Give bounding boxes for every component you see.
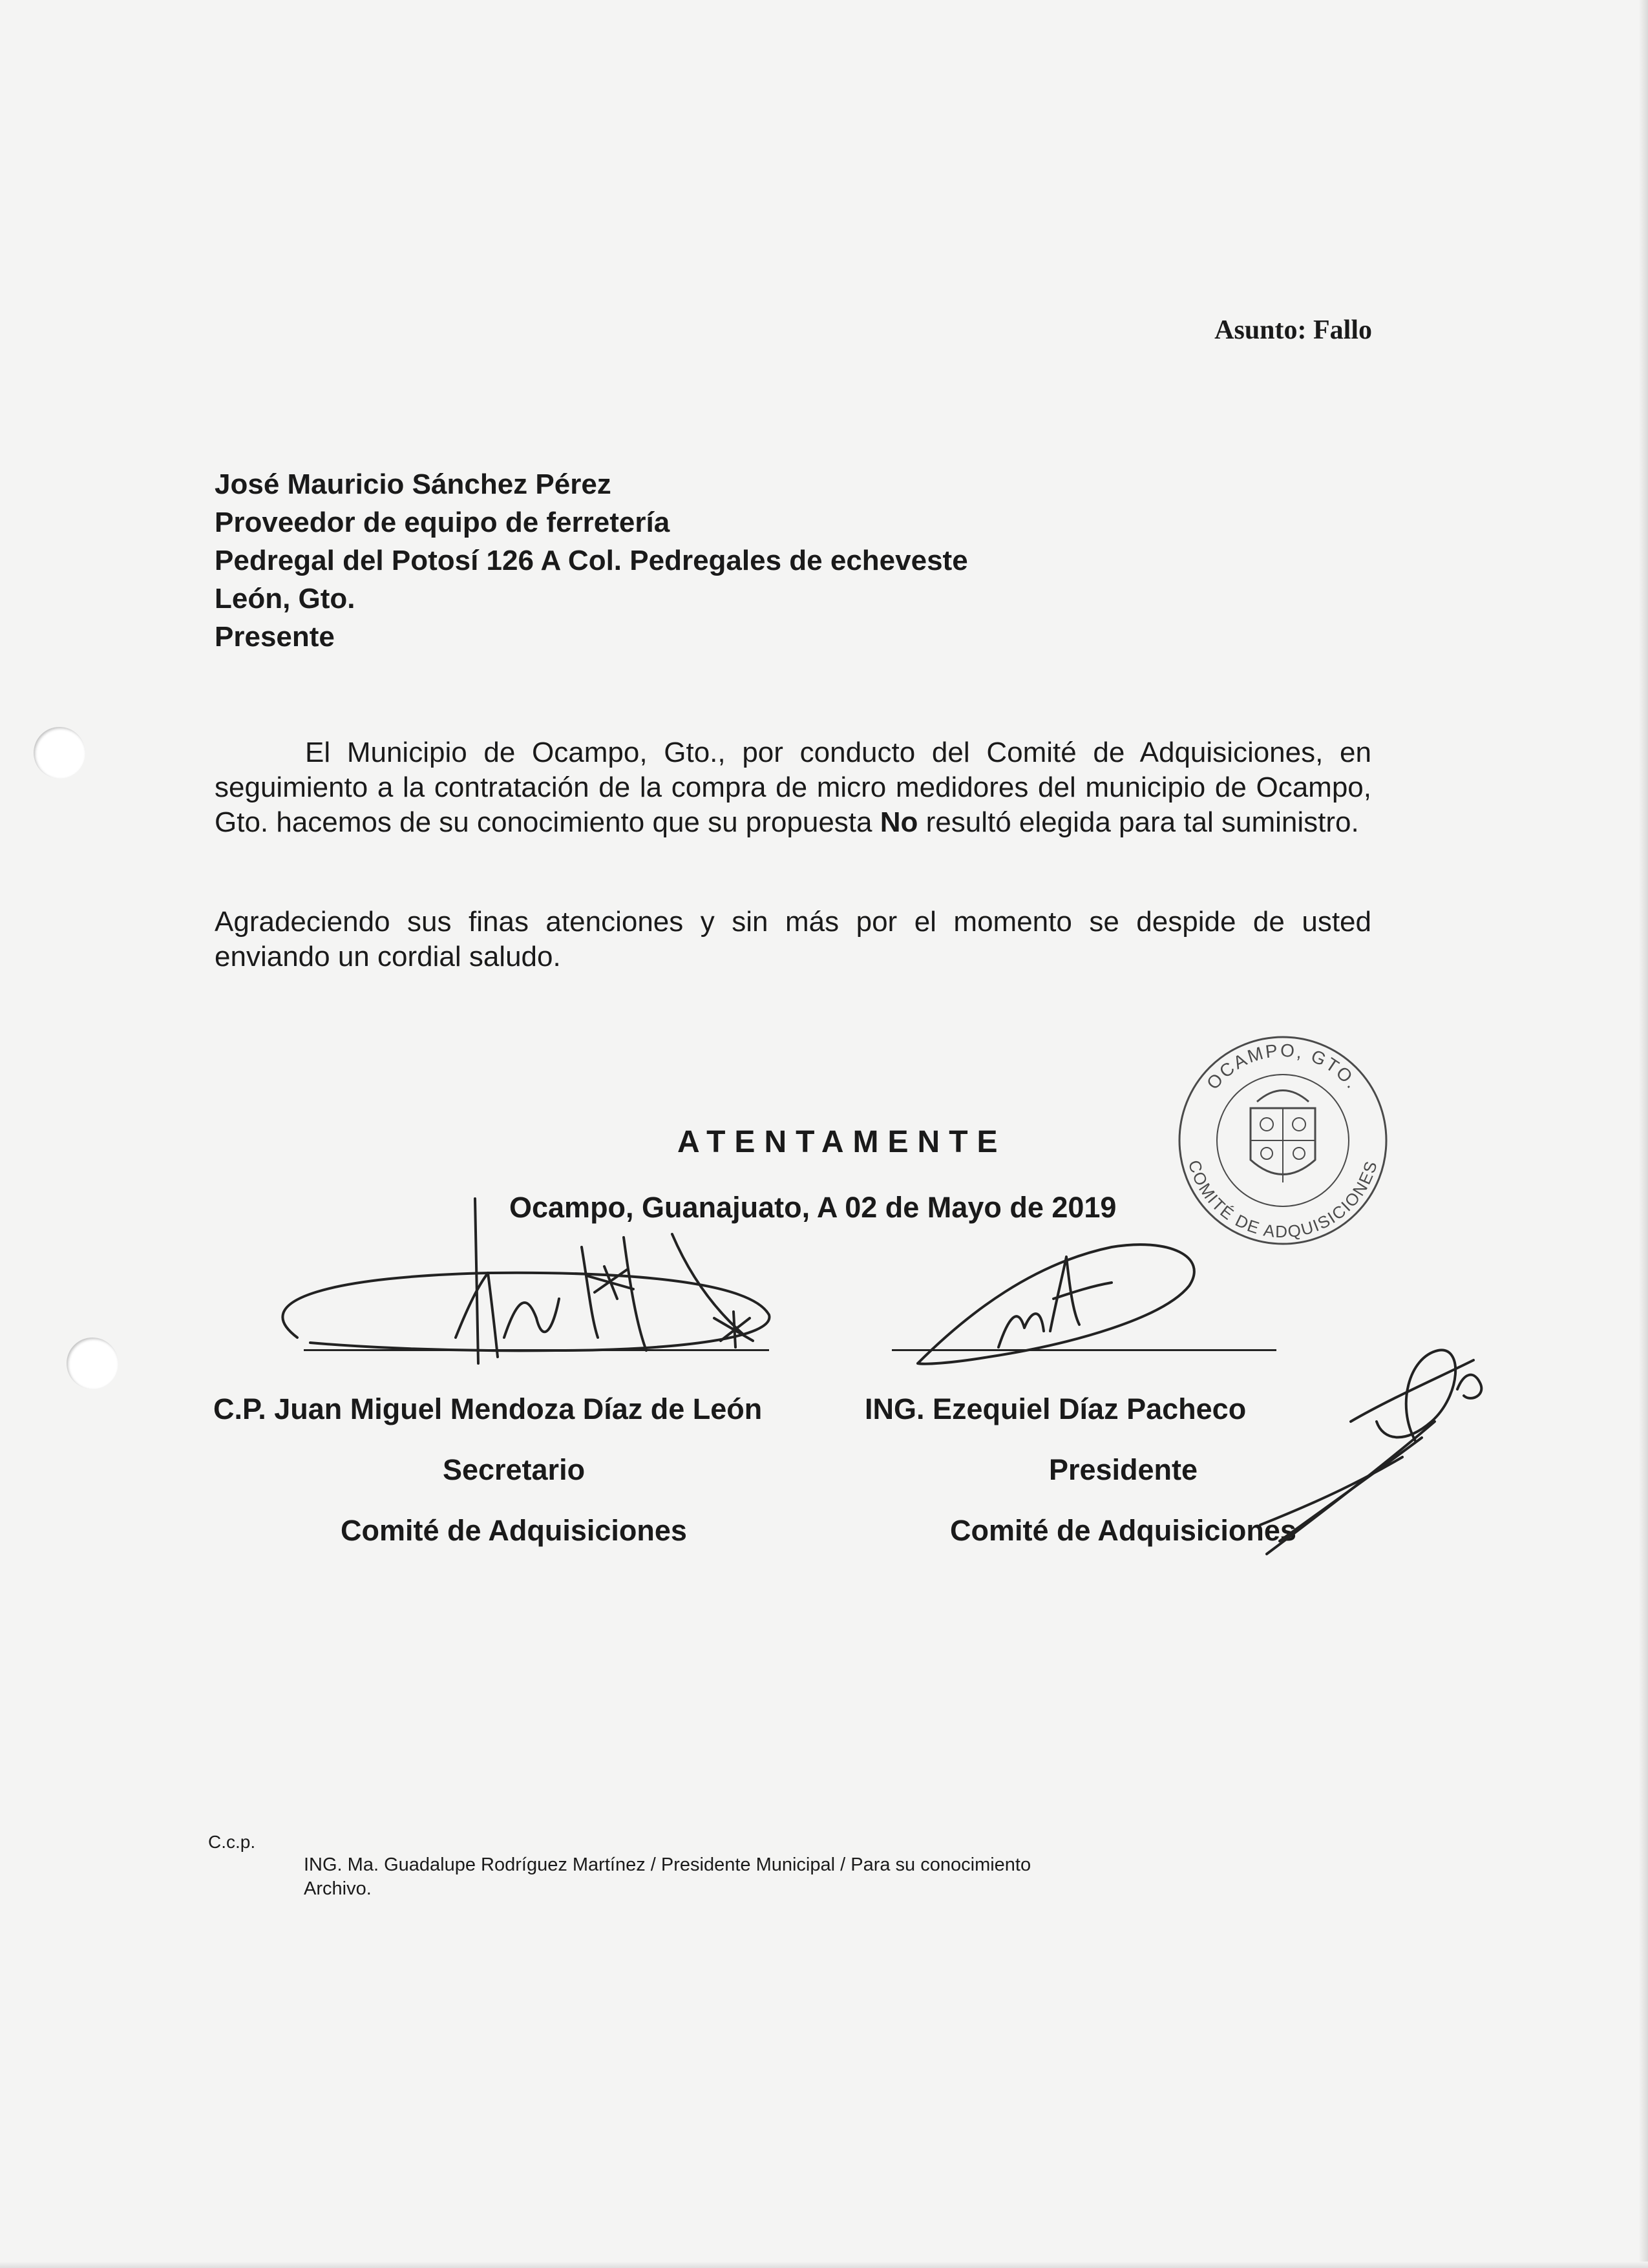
subject-line: Asunto: Fallo	[1214, 315, 1372, 345]
p1-text-start: El Municipio de Ocampo, Gto., por conducto del Comité de Adquisiciones, en seguimiento a la contratación de la compra de micro medidores del municipio de Ocampo, Gto. hacemos de su conocimiento que su propuesta	[215, 737, 1371, 838]
seal-bottom-text: COMITÉ DE ADQUISICIONES	[1184, 1157, 1382, 1242]
signatory-name: C.P. Juan Miguel Mendoza Díaz de León	[213, 1392, 763, 1425]
signature-left	[282, 1199, 769, 1363]
signatory-title: Presidente	[1048, 1453, 1198, 1486]
svg-text:OCAMPO, GTO.	[1203, 1040, 1364, 1093]
p1-emphasis: No	[880, 806, 918, 838]
body-paragraph-2: Agradeciendo sus finas atenciones y sin más por el momento se despide de usted enviando un cordial saludo.	[215, 906, 1371, 972]
recipient-greeting: Presente	[215, 621, 335, 653]
initials-mark	[1260, 1350, 1481, 1554]
recipient-address: Pedregal del Potosí 126 A Col. Pedregales de echeveste	[215, 545, 968, 576]
signatory-committee: Comité de Adquisiciones	[950, 1514, 1296, 1547]
signatory-committee: Comité de Adquisiciones	[341, 1514, 687, 1547]
closing: ATENTAMENTE	[677, 1125, 1007, 1159]
ccp-line: Archivo.	[304, 1878, 372, 1899]
ccp-label: C.c.p.	[208, 1832, 256, 1852]
official-seal	[1179, 1037, 1386, 1244]
recipient-name: José Mauricio Sánchez Pérez	[215, 468, 611, 500]
seal-top-text: OCAMPO, GTO.	[1202, 1040, 1364, 1094]
signature-right	[918, 1244, 1194, 1364]
signatory-title: Secretario	[442, 1453, 586, 1486]
ccp-list	[304, 1853, 1031, 1901]
date-line: Ocampo, Guanajuato, A 02 de Mayo de 2019	[509, 1191, 1117, 1224]
signatory-name: ING. Ezequiel Díaz Pacheco	[865, 1392, 1247, 1425]
recipient-role: Proveedor de equipo de ferretería	[215, 507, 670, 538]
p1-text-end: resultó elegida para tal suministro.	[918, 806, 1359, 838]
recipient-city: León, Gto.	[215, 583, 355, 614]
ccp-line: ING. Ma. Guadalupe Rodríguez Martínez / Presidente Municipal / Para su conocimiento	[304, 1854, 1031, 1875]
